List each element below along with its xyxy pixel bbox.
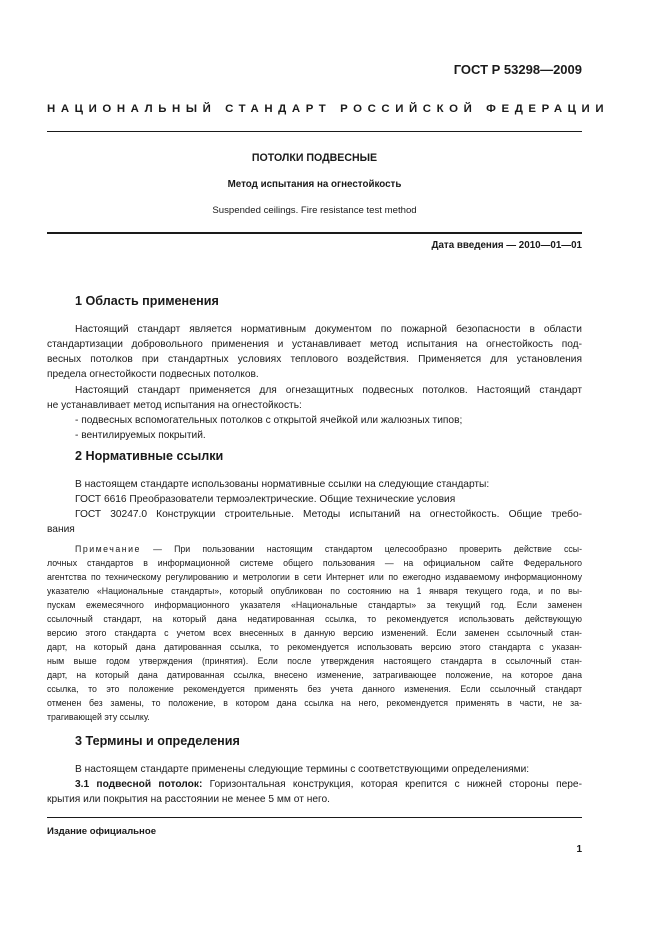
reference-item: ГОСТ 6616 Преобразователи термоэлектрические. Общие технические условия — [75, 494, 456, 505]
note-line: отменен без замены, то положение, в котором дана ссылка на него, рекомендуется применять в части, не за- — [47, 698, 582, 708]
note-line: версию этого стандарта с учетом всех внесенных в данную версию изменений. Если заменен ссылочный стан- — [47, 628, 582, 638]
note-first-line — [75, 543, 582, 555]
note-line: лочных стандартов в информационной системе общего пользования — на официальном сайте Федерального — [47, 558, 582, 568]
paragraph-line: стандартизации добровольного применения и устанавливает метод испытания на огнестойкость под- — [47, 339, 582, 350]
list-item: - подвесных вспомогательных потолков с открытой ячейкой или жалюзных типов; — [75, 415, 463, 426]
document-title-english: Suspended ceilings. Fire resistance test method — [212, 205, 417, 216]
note-line: трагивающей эту ссылку. — [47, 712, 150, 722]
note-line: указателю «Национальные стандарты», который опубликован по состоянию на 1 января текущего года, и по вы- — [47, 586, 582, 596]
note-text: — При пользовании настоящим стандартом целесообразно проверить действие ссы- — [140, 544, 582, 554]
note-line: ным выше годом утверждения (принятия). Если после утверждения настоящего стандарта в ссылочный стан- — [47, 656, 582, 666]
paragraph-line: Настоящий стандарт является нормативным документом по пожарной безопасности в области — [75, 324, 582, 335]
note-line: агентства по техническому регулированию и метрологии в сети Интернет или по ежегодно издаваемому информационному — [47, 572, 582, 582]
national-standard-banner: НАЦИОНАЛЬНЫЙ СТАНДАРТ РОССИЙСКОЙ ФЕДЕРАЦИИ — [47, 103, 610, 115]
top-divider — [47, 131, 582, 132]
paragraph-line: весных потолков при стандартных условиях теплового воздействия. Применяется для установления — [47, 354, 582, 365]
official-edition-label: Издание официальное — [47, 826, 157, 837]
paragraph-line: предела огнестойкости подвесных потолков. — [47, 369, 259, 380]
reference-item: вания — [47, 524, 75, 535]
section-3-heading: 3 Термины и определения — [75, 734, 240, 748]
term-label: 3.1 подвесной потолок: — [75, 779, 203, 790]
section-1-heading: 1 Область применения — [75, 294, 219, 308]
document-title: ПОТОЛКИ ПОДВЕСНЫЕ — [251, 152, 378, 164]
reference-item: ГОСТ 30247.0 Конструкции строительные. Методы испытаний на огнестойкость. Общие требо- — [75, 509, 582, 520]
note-line: ссылочный стандарт, на который дана недатированная ссылка, то рекомендуется использовать действующую — [47, 614, 582, 624]
page-number: 1 — [576, 844, 582, 855]
note-label: Примечание — [75, 544, 141, 554]
paragraph-line: В настоящем стандарте применены следующие термины с соответствующими определениями: — [75, 764, 530, 775]
paragraph-line: Настоящий стандарт применяется для огнезащитных подвесных потолков. Настоящий стандарт — [75, 385, 582, 396]
note-line: пускам ежемесячного информационного указателя «Национальные стандарты» за текущий год. Если заменен — [47, 600, 582, 610]
list-item: - вентилируемых покрытий. — [75, 430, 206, 441]
term-definition-line — [75, 778, 582, 791]
document-number: ГОСТ Р 53298—2009 — [453, 62, 582, 77]
note-line: дарт, на который дана датированная ссылка, внесено изменение, затрагивающее положение, на которое дана — [47, 670, 582, 680]
note-line: дарт, на который дана датированная ссылка, то рекомендуется использовать версию этого стандарта с указан- — [47, 642, 582, 652]
paragraph-line: не устанавливает метод испытания на огнестойкость: — [47, 400, 302, 411]
footer-divider — [47, 817, 582, 818]
title-divider — [47, 232, 582, 234]
introduction-date: Дата введения — 2010—01—01 — [431, 240, 582, 251]
paragraph-line: В настоящем стандарте использованы нормативные ссылки на следующие стандарты: — [75, 479, 490, 490]
term-text: Горизонтальная конструкция, которая крепится с нижней стороны пере- — [202, 779, 582, 790]
section-2-heading: 2 Нормативные ссылки — [75, 449, 224, 463]
paragraph-line: крытия или покрытия на расстоянии не менее 5 мм от него. — [47, 794, 330, 805]
document-subtitle: Метод испытания на огнестойкость — [227, 179, 402, 190]
note-line: ссылка, то это положение рекомендуется применять без учета данного изменения. Если ссылочный стандарт — [47, 684, 582, 694]
